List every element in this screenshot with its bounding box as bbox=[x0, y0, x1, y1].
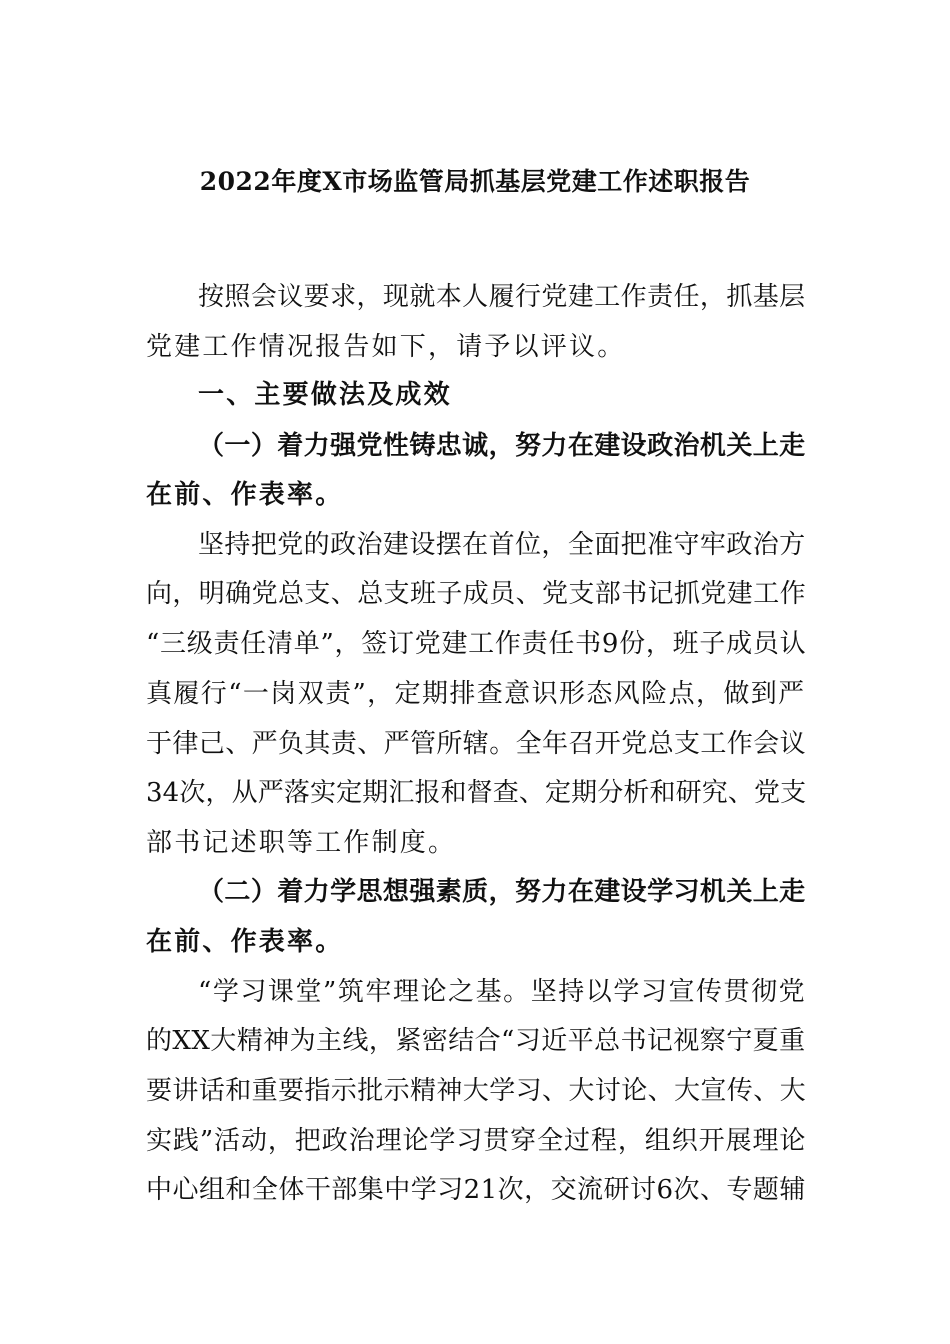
paragraph-line: 按照会议要求，现就本人履行党建工作责任，抓基层 bbox=[198, 282, 806, 312]
subsection-heading: （二）着力学思想强素质，努力在建设学习机关上走 bbox=[198, 877, 806, 907]
paragraph-line: “三级责任清单”，签订党建工作责任书9份，班子成员认 bbox=[146, 629, 807, 659]
subsection-heading: （一）着力强党性铸忠诚，努力在建设政治机关上走 bbox=[198, 431, 806, 461]
paragraph-line: “学习课堂”筑牢理论之基。坚持以学习宣传贯彻党 bbox=[198, 977, 807, 1007]
paragraph-line: 真履行“一岗双责”，定期排查意识形态风险点，做到严 bbox=[146, 679, 806, 709]
subsection-heading: 在前、作表率。 bbox=[146, 480, 344, 510]
paragraph-line: 向，明确党总支、总支班子成员、党支部书记抓党建工作 bbox=[146, 579, 807, 609]
document-title: 2022年度X市场监管局抓基层党建工作述职报告 bbox=[199, 167, 751, 196]
paragraph-line: 坚持把党的政治建设摆在首位，全面把准守牢政治方 bbox=[198, 530, 806, 560]
paragraph-line: 34次，从严落实定期汇报和督查、定期分析和研究、党支 bbox=[146, 778, 807, 808]
paragraph-line: 于律己、严负其责、严管所辖。全年召开党总支工作会议 bbox=[146, 729, 807, 759]
section-heading: 一、主要做法及成效 bbox=[198, 380, 452, 410]
paragraph-line: 实践”活动，把政治理论学习贯穿全过程，组织开展理论 bbox=[146, 1126, 807, 1156]
paragraph-line: 的XX大精神为主线，紧密结合“习近平总书记视察宁夏重 bbox=[146, 1026, 806, 1056]
subsection-heading: 在前、作表率。 bbox=[146, 927, 344, 957]
paragraph-line: 中心组和全体干部集中学习21次，交流研讨6次、专题辅 bbox=[146, 1175, 806, 1205]
paragraph-line: 党建工作情况报告如下，请予以评议。 bbox=[146, 332, 626, 362]
paragraph-line: 要讲话和重要指示批示精神大学习、大讨论、大宣传、大 bbox=[146, 1076, 807, 1106]
paragraph-line: 部书记述职等工作制度。 bbox=[146, 828, 457, 858]
